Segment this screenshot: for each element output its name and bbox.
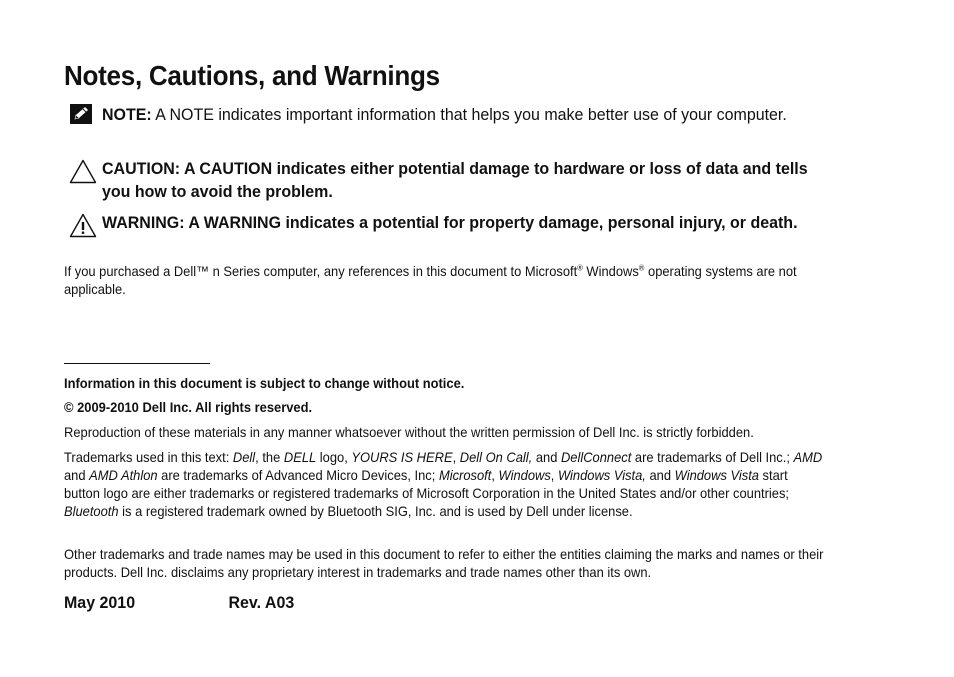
other-trademarks-paragraph: Other trademarks and trade names may be used in this document to refer to either the entities claiming the marks and names or their products. Dell Inc. disclaims any proprietary interest in trademarks and trade names other than its own. [64,547,824,580]
copyright-text: © 2009-2010 Dell Inc. All rights reserved. [64,400,313,415]
tm-text: start button logo are either trademarks or registered trademarks of Microsoft Corporation in the United States and/or other countries; [64,468,789,501]
tm-name: Microsoft [438,468,492,483]
n-series-text-2: Windows [582,264,639,279]
warning-notice [102,211,826,234]
note-pencil-icon [70,104,92,129]
tm-text: , the [255,450,284,465]
tm-text: and [645,468,675,483]
tm-name: YOURS IS HERE [351,450,453,465]
warning-triangle-icon [69,213,97,243]
tm-text: and [532,450,561,465]
note-text: A NOTE indicates important information that helps you make better use of your computer. [155,105,787,124]
tm-text: Trademarks used in this text: [64,450,233,465]
n-series-notice [64,263,824,299]
tm-name: Windows [498,468,551,483]
publication-date: May 2010 [64,593,136,612]
tm-text: , [491,468,499,483]
tm-name: Dell [232,450,256,465]
tm-text: are trademarks of Dell Inc.; [631,450,794,465]
tm-text: and [64,468,90,483]
trademarks-paragraph [64,449,824,521]
tm-text: is a registered trademark owned by Bluetooth SIG, Inc. and is used by Dell under license. [118,504,633,519]
note-notice [102,103,826,126]
tm-text: , [550,468,558,483]
tm-name: Windows Vista, [557,468,646,483]
n-series-text-3: operating systems are not applicable. [64,264,797,297]
reproduction-notice: Reproduction of these materials in any manner whatsoever without the written permission of Dell Inc. is strictly forbidden. [64,425,754,440]
change-notice [64,375,824,393]
revision-number: Rev. A03 [228,593,295,612]
page-title: Notes, Cautions, and Warnings [64,60,440,91]
tm-name: DELL [283,450,317,465]
revision-info [64,593,295,613]
registered-mark: ® [638,263,645,273]
registered-mark: ® [577,263,583,273]
copyright [64,399,824,417]
tm-name: AMD Athlon [89,468,158,483]
caution-text: CAUTION: A CAUTION indicates either potential damage to hardware or loss of data and tells you how to avoid the problem. [102,159,808,201]
warning-text: WARNING: A WARNING indicates a potential for property damage, personal injury, or death. [102,213,798,232]
tm-text: are trademarks of Advanced Micro Devices, Inc; [157,468,439,483]
footnote-divider [64,363,210,364]
tm-name: AMD [793,450,823,465]
tm-name: DellConnect [560,450,632,465]
tm-name: Windows Vista [674,468,759,483]
caution-notice [102,157,826,203]
n-series-text-1: If you purchased a Dell™ n Series computer, any references in this document to Microsoft [64,264,578,279]
note-label: NOTE: [102,105,152,124]
caution-triangle-icon [69,159,97,189]
tm-text: , [452,450,460,465]
tm-name: Bluetooth [64,504,119,519]
tm-text: logo, [316,450,352,465]
tm-name: Dell On Call, [459,450,533,465]
change-notice-text: Information in this document is subject to change without notice. [64,376,465,391]
